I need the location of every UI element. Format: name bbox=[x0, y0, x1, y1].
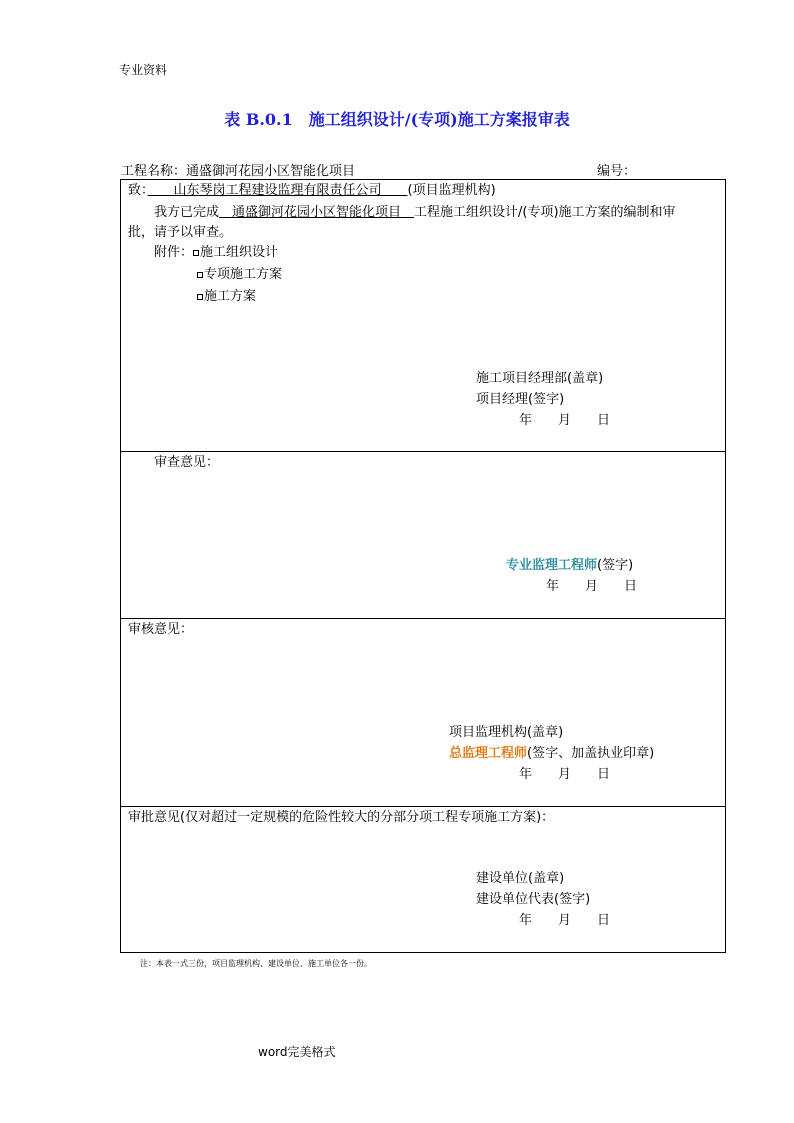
audit-label: 审核意见： bbox=[128, 622, 194, 637]
project-name: 通盛御河花园小区智能化项目 bbox=[186, 164, 356, 179]
attachment-item: 施工方案 bbox=[204, 289, 257, 304]
date-line: 年 月 日 bbox=[519, 767, 611, 782]
attach-label: 附件： bbox=[154, 245, 194, 260]
engineer-role: 专业监理工程师 bbox=[506, 558, 598, 573]
checkbox-icon[interactable] bbox=[197, 272, 203, 278]
addressee-line bbox=[128, 181, 496, 201]
to-org: 山东琴岗工程建设监理有限责任公司 bbox=[147, 183, 408, 198]
engineer-sig-suffix: (签字) bbox=[597, 558, 634, 573]
attachment-item: 专项施工方案 bbox=[204, 267, 283, 282]
header-label: 专业资料 bbox=[119, 63, 168, 77]
date-line: 年 月 日 bbox=[519, 913, 611, 928]
checkbox-icon[interactable] bbox=[197, 294, 203, 300]
engineer-signature bbox=[506, 556, 633, 576]
chief-sig-suffix: (签字、加盖执业印章) bbox=[527, 746, 655, 761]
checkbox-icon[interactable] bbox=[193, 250, 199, 256]
review-section bbox=[121, 452, 726, 619]
contractor-seal: 施工项目经理部(盖章) bbox=[476, 371, 604, 386]
attachment-row-2 bbox=[197, 265, 282, 285]
attachment-row-3 bbox=[197, 287, 256, 307]
to-suffix: (项目监理机构) bbox=[407, 183, 496, 198]
chief-engineer-role: 总监理工程师 bbox=[449, 746, 528, 761]
body-line-1 bbox=[154, 203, 676, 223]
pm-signature: 项目经理(签字) bbox=[476, 392, 565, 407]
footer-label: word完美格式 bbox=[258, 1045, 336, 1059]
owner-seal: 建设单位(盖章) bbox=[476, 871, 565, 886]
review-form-table bbox=[120, 179, 726, 953]
supervision-seal: 项目监理机构(盖章) bbox=[449, 725, 564, 740]
approval-label: 审批意见(仅对超过一定规模的危险性较大的分部分项工程专项施工方案)： bbox=[128, 810, 555, 825]
project-row bbox=[121, 160, 355, 179]
body-project: 通盛御河花园小区智能化项目 bbox=[219, 205, 415, 220]
date-line: 年 月 日 bbox=[519, 413, 611, 428]
footnote: 注：本表一式三份，项目监理机构、建设单位、施工单位各一份。 bbox=[140, 959, 372, 968]
submission-section bbox=[121, 180, 726, 452]
to-label: 致： bbox=[128, 183, 148, 198]
review-label: 审查意见： bbox=[154, 455, 220, 470]
attachment-item: 施工组织设计 bbox=[200, 245, 279, 260]
project-label: 工程名称： bbox=[121, 164, 187, 179]
chief-engineer-signature bbox=[449, 744, 654, 764]
body-line-2: 批，请予以审查。 bbox=[128, 225, 233, 240]
approval-section bbox=[121, 807, 726, 953]
owner-rep-signature: 建设单位代表(签字) bbox=[476, 892, 591, 907]
body-post: 工程施工组织设计/(专项)施工方案的编制和审 bbox=[414, 205, 676, 220]
date-line: 年 月 日 bbox=[546, 579, 638, 594]
body-pre: 我方已完成 bbox=[154, 205, 220, 220]
audit-section bbox=[121, 619, 726, 807]
number-label: 编号： bbox=[597, 164, 637, 179]
attachment-row-1 bbox=[154, 243, 278, 263]
form-title: 表 B.0.1 施工组织设计/(专项)施工方案报审表 bbox=[224, 110, 570, 129]
